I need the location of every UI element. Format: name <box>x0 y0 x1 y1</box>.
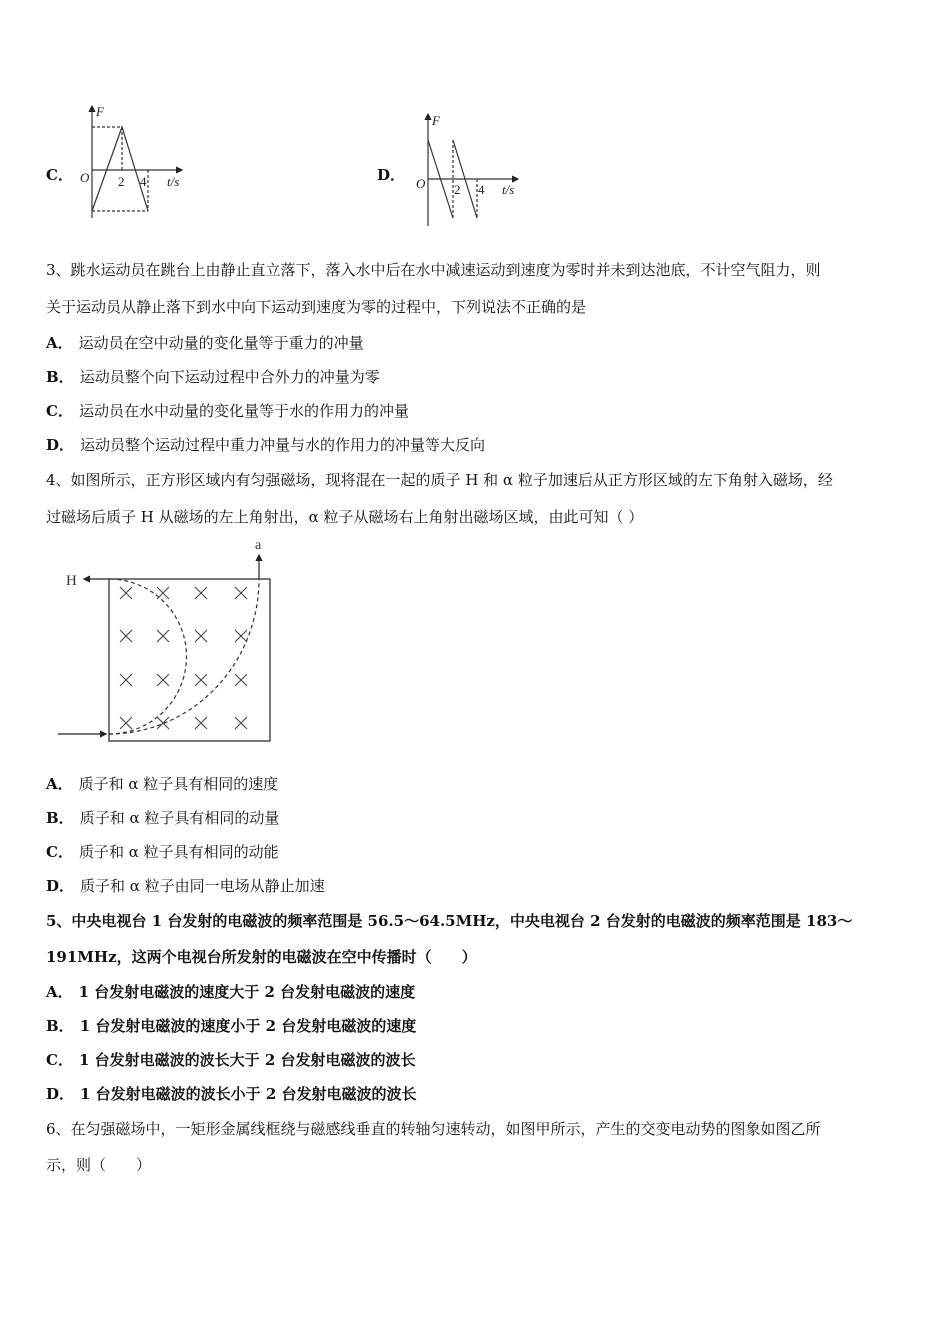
axis-label-t: t/s <box>167 174 180 189</box>
field-cross-icon <box>235 674 247 686</box>
alpha-path <box>109 579 259 734</box>
field-cross-icon <box>157 674 169 686</box>
axis-label-t: t/s <box>502 182 515 197</box>
q3-stem-line1: 3、跳水运动员在跳台上由静止直立落下，落入水中后在水中减速运动到速度为零时并未到达池底，不计空气阻力，则 <box>46 261 821 279</box>
field-cross-icon <box>120 717 132 729</box>
option-d-label: D． <box>377 166 406 184</box>
field-cross-icon <box>120 674 132 686</box>
q3-option-d: D． 运动员整个运动过程中重力冲量与水的作用力的冲量等大反向 <box>46 436 486 454</box>
q4-option-b: B． 质子和 α 粒子具有相同的动量 <box>46 809 280 827</box>
field-cross-icon <box>195 674 207 686</box>
q5-option-d: D． 1 台发射电磁波的波长小于 2 台发射电磁波的波长 <box>46 1085 417 1103</box>
alpha-label: a <box>255 538 262 553</box>
field-cross-icon <box>157 630 169 642</box>
field-cross-icon <box>120 630 132 642</box>
field-cross-icon <box>235 717 247 729</box>
tick-label: 4 <box>478 182 485 197</box>
q4-stem-line2: 过磁场后质子 H 从磁场的左上角射出，α 粒子从磁场右上角射出磁场区域，由此可知（ ） <box>46 508 644 526</box>
q3-stem-line2: 关于运动员从静止落下到水中向下运动到速度为零的过程中，下列说法不正确的是 <box>46 298 587 316</box>
field-crosses <box>120 587 247 729</box>
graph-c <box>92 106 182 218</box>
q3-option-b: B． 运动员整个向下运动过程中合外力的冲量为零 <box>46 368 380 386</box>
q6-stem-line2: 示，则（ ） <box>46 1156 152 1174</box>
field-cross-icon <box>235 630 247 642</box>
origin-label: O <box>80 170 90 185</box>
axis-label-f: F <box>96 104 104 119</box>
q5-option-a: A． 1 台发射电磁波的速度大于 2 台发射电磁波的速度 <box>46 983 416 1001</box>
force-time-graphs <box>0 0 950 260</box>
field-cross-icon <box>195 630 207 642</box>
proton-path <box>109 579 187 734</box>
origin-label: O <box>416 176 426 191</box>
field-cross-icon <box>195 717 207 729</box>
q5-option-b: B． 1 台发射电磁波的速度小于 2 台发射电磁波的速度 <box>46 1017 417 1035</box>
q4-option-d: D． 质子和 α 粒子由同一电场从静止加速 <box>46 877 325 895</box>
field-cross-icon <box>157 717 169 729</box>
q3-option-a: A． 运动员在空中动量的变化量等于重力的冲量 <box>46 334 364 352</box>
field-cross-icon <box>120 587 132 599</box>
field-cross-icon <box>195 587 207 599</box>
tick-label: 2 <box>118 174 125 189</box>
field-region <box>109 579 270 741</box>
option-c-label: C． <box>46 166 73 184</box>
q5-stem-line1: 5、中央电视台 1 台发射的电磁波的频率范围是 56.5～64.5MHz，中央电视台 2 台发射的电磁波的频率范围是 183～ <box>46 912 853 930</box>
tick-label: 2 <box>454 182 461 197</box>
magnetic-field-figure <box>0 530 300 760</box>
q5-option-c: C． 1 台发射电磁波的波长大于 2 台发射电磁波的波长 <box>46 1051 416 1069</box>
q6-stem-line1: 6、在匀强磁场中，一矩形金属线框绕与磁感线垂直的转轴匀速转动，如图甲所示，产生的交变电动势的图象如图乙所 <box>46 1120 821 1138</box>
q5-stem-line2: 191MHz，这两个电视台所发射的电磁波在空中传播时（ ） <box>46 948 477 966</box>
axis-label-f: F <box>432 113 440 128</box>
q4-stem-line1: 4、如图所示，正方形区域内有匀强磁场，现将混在一起的质子 H 和 α 粒子加速后从正方形区域的左下角射入磁场，经 <box>46 471 833 489</box>
q4-option-a: A． 质子和 α 粒子具有相同的速度 <box>46 775 279 793</box>
q3-option-c: C． 运动员在水中动量的变化量等于水的作用力的冲量 <box>46 402 409 420</box>
graph-d <box>428 114 518 226</box>
proton-label: H <box>66 573 77 589</box>
field-cross-icon <box>235 587 247 599</box>
q4-option-c: C． 质子和 α 粒子具有相同的动能 <box>46 843 279 861</box>
tick-label: 4 <box>140 174 147 189</box>
